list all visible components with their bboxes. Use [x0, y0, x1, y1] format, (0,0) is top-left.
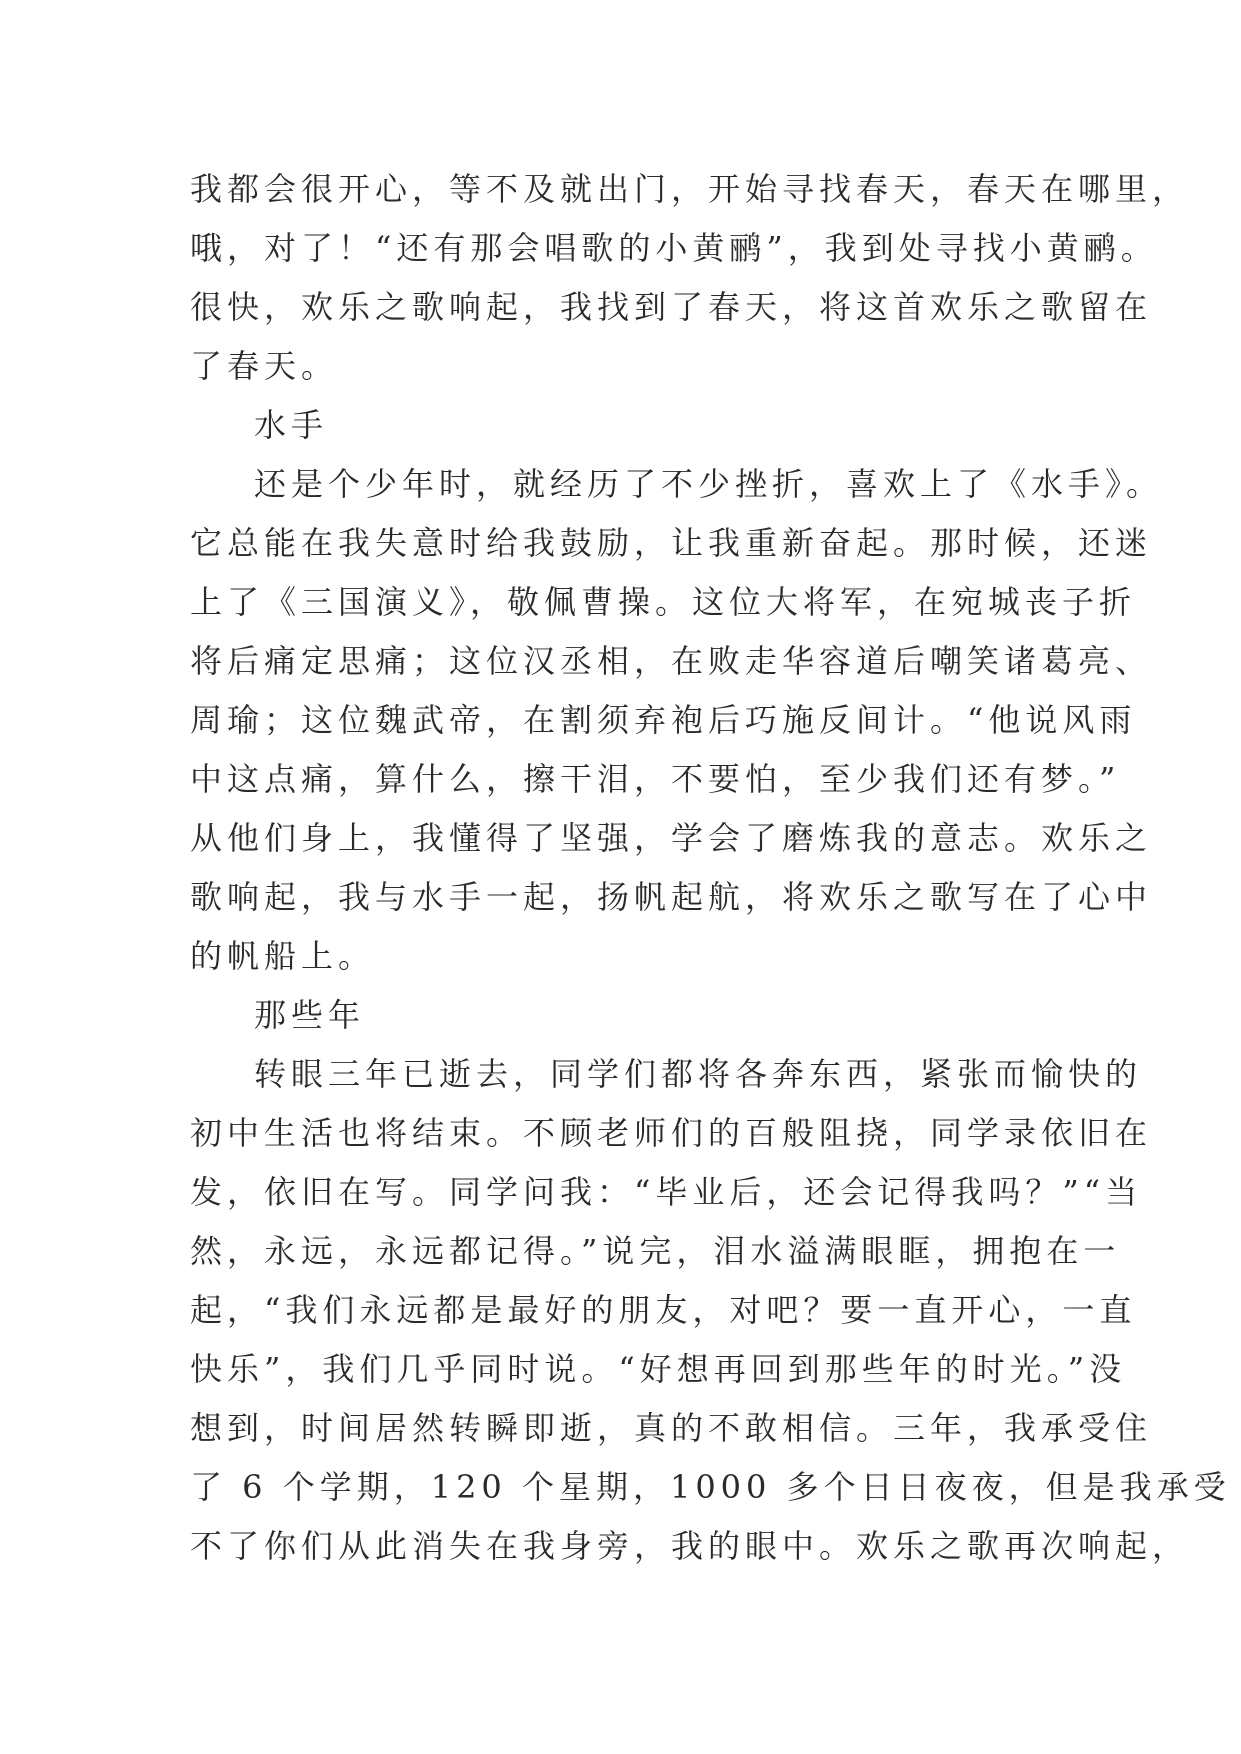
text-line: 初中生活也将结束。不顾老师们的百般阻挠，同学录依旧在: [190, 1114, 1153, 1152]
paragraph-spring-ending: [190, 160, 1190, 396]
text-line: 发，依旧在写。同学问我：“毕业后，还会记得我吗？”“当: [190, 1173, 1143, 1211]
text-line: 的帆船上。: [190, 937, 376, 975]
text-line: 将后痛定思痛；这位汉丞相，在败走华容道后嘲笑诸葛亮、: [190, 642, 1153, 680]
section-heading-those-years: 那些年: [254, 996, 366, 1034]
text-line: 周瑜；这位魏武帝，在割须弃袍后巧施反间计。“他说风雨: [190, 701, 1137, 739]
text-line: 歌响起，我与水手一起，扬帆起航，将欢乐之歌写在了心中: [190, 878, 1153, 916]
paragraph-sailor: [190, 455, 1164, 986]
text-line: 不了你们从此消失在我身旁，我的眼中。欢乐之歌再次响起，: [190, 1527, 1190, 1565]
text-line: 还是个少年时，就经历了不少挫折，喜欢上了《水手》。: [254, 465, 1164, 503]
text-line: 转眼三年已逝去，同学们都将各奔东西，紧张而愉快的: [254, 1055, 1143, 1093]
text-line: 快乐”，我们几乎同时说。“好想再回到那些年的时光。”没: [190, 1350, 1127, 1388]
text-line: 从他们身上，我懂得了坚强，学会了磨炼我的意志。欢乐之: [190, 819, 1153, 857]
text-line: 哦，对了！“还有那会唱歌的小黄鹂”，我到处寻找小黄鹂。: [190, 229, 1158, 267]
text-line: 起，“我们永远都是最好的朋友，对吧？要一直开心，一直: [190, 1291, 1137, 1329]
text-line: 了春天。: [190, 347, 339, 385]
text-line: 我都会很开心，等不及就出门，开始寻找春天，春天在哪里，: [190, 170, 1190, 208]
text-line: 想到，时间居然转瞬即逝，真的不敢相信。三年，我承受住: [190, 1409, 1153, 1447]
text-line: 了 6 个学期，120 个星期，1000 多个日日夜夜，但是我承受: [190, 1468, 1231, 1506]
text-line: 上了《三国演义》，敬佩曹操。这位大将军，在宛城丧子折: [190, 583, 1137, 621]
text-line: 然，永远，永远都记得。”说完，泪水溢满眼眶，拥抱在一: [190, 1232, 1121, 1270]
document-body: [190, 160, 1231, 1576]
text-line: 很快，欢乐之歌响起，我找到了春天，将这首欢乐之歌留在: [190, 288, 1153, 326]
text-line: 它总能在我失意时给我鼓励，让我重新奋起。那时候，还迷: [190, 524, 1153, 562]
paragraph-those-years: [190, 1045, 1231, 1576]
text-line: 中这点痛，算什么，擦干泪，不要怕，至少我们还有梦。”: [190, 760, 1121, 798]
section-heading-sailor: 水手: [254, 406, 329, 444]
